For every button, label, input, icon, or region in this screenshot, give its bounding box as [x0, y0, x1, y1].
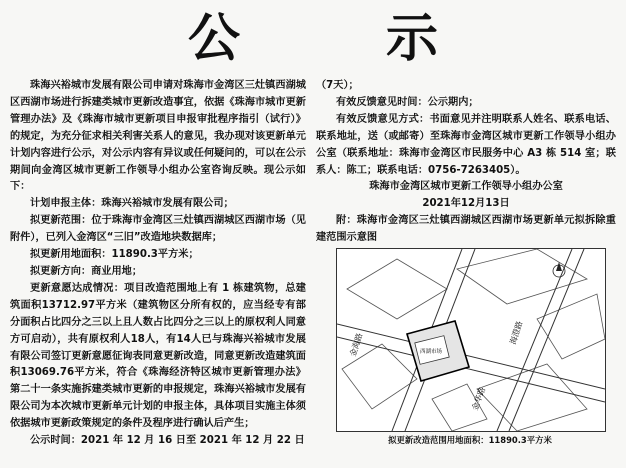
site-label: 西湖市场 — [420, 349, 443, 355]
scope-line: 拟更新范围：位于珠海市金湾区三灶镇西湖城区西湖市场（见附件），已列入金湾区“三旧”改造地块数据库； — [10, 215, 306, 244]
feedback-time-line: 有效反馈意见时间：公示期内； — [336, 96, 479, 108]
direction-line: 拟更新方向：商业用地； — [30, 265, 143, 277]
road-label-left: 金海路 — [348, 332, 365, 358]
notice-right-column — [316, 78, 616, 247]
applicant-line: 计划申报主体：珠海兴裕城市发展有限公司； — [30, 198, 234, 210]
feedback-method-paragraph: 有效反馈意见方式：书面意见并注明联系人姓名、联系电话、联系地址，送（或邮寄）至珠海市金湾区城市更新工作领导小组办公室（联系地址：珠海市金湾区市民服务中心 A3 栋 514 室；联系人：陈工；联系电话：0756-7263405）。 — [316, 113, 616, 176]
attachment-line: 附：珠海市金湾区三灶镇西湖城区西湖市场更新单元拟拆除重建范围示意图 — [316, 215, 616, 244]
issuing-organization: 珠海市金湾区城市更新工作领导小组办公室 — [369, 181, 563, 193]
notice-left-column — [10, 78, 306, 450]
issue-date: 2021年12月13日 — [422, 198, 510, 210]
map-caption: 拟更新改造范围用地面积：11890.3平方米 — [388, 435, 552, 445]
site-map-drawing — [337, 249, 605, 431]
road-label-right: 海澄路 — [508, 320, 525, 346]
road-label-bottom: 金华路 — [470, 386, 488, 412]
area-line: 拟更新用地面积：11890.3平方米； — [30, 249, 199, 261]
period-days: （7天）； — [316, 80, 359, 91]
page-title: 公 示 — [187, 8, 503, 69]
period-line: 公示时间：2021 年 12 月 16 日至 2021 年 12 月 22 日 — [30, 435, 305, 447]
consent-paragraph: 更新意愿达成情况：项目改造范围地上有 1 栋建筑物，总建筑面积13712.97平方米（建筑物区分所有权的，应当经专有部分面积占比四分之三以上且人数占比四分之三以上的原权利人同意方可启动），共有原权利人18人，有14人已与珠海兴裕城市发展有限公司签订更新意愿征询表同意更新改造，同意更新改造建筑面积13069.76平方米，符合《珠海经济特区城市更新管理办法》第二十一条实施拆建类城市更新的申报规定，珠海兴裕城市发展有限公司为本次城市更新单元计划的申报主体，具体项目实施主体须依据城市更新政策规定的条件及程序进行确认后产生； — [10, 282, 306, 430]
intro-paragraph: 珠海兴裕城市发展有限公司申请对珠海市金湾区三灶镇西湖城区西湖市场进行拆建类城市更新改造事宜，依据《珠海市城市更新管理办法》及《珠海市城市更新项目申报审批程序指引（试行）》的规定，为充分征求相关利害关系人的意见，我办现对该更新单元计划内容进行公示，对公示内容有异议或任何疑问的，可以在公示期间向金湾区城市更新工作领导小组办公室咨询反映。现公示如下： — [10, 80, 306, 193]
site-map — [336, 248, 606, 432]
